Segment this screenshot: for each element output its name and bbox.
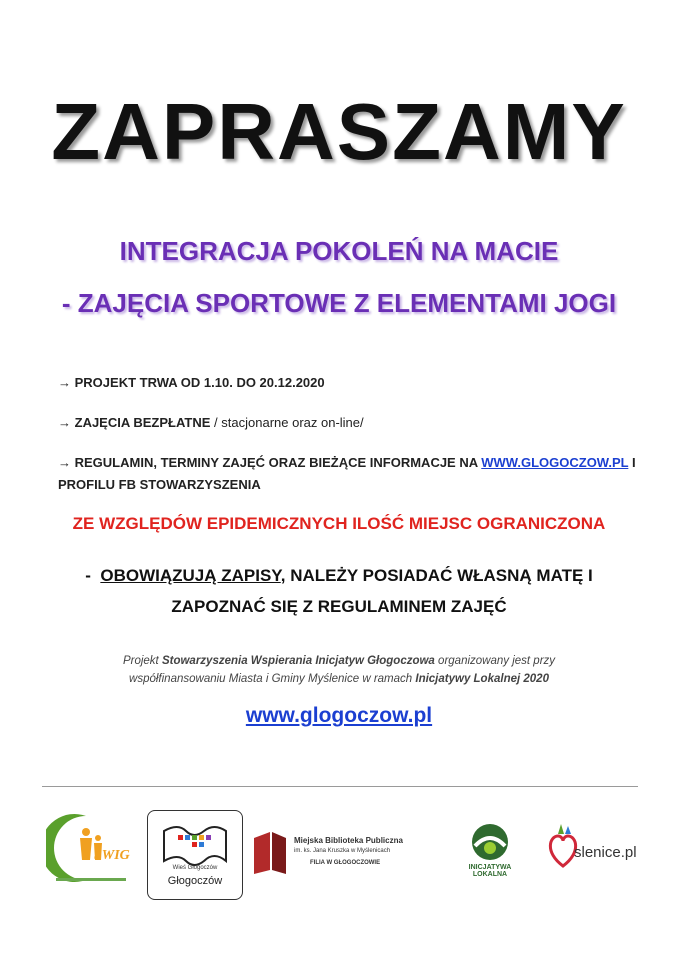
swig-logo [46, 808, 136, 888]
info-bullets [58, 372, 658, 514]
arrow-icon: → [58, 375, 71, 390]
bullet-free-plain: / stacjonarne oraz on-line/ [214, 415, 364, 430]
note-organization: Stowarzyszenia Wspierania Inicjatyw Głogoczowa [161, 655, 435, 667]
bullet-free [58, 412, 658, 434]
glogoczow-logo [147, 810, 243, 900]
bullet-rules-text: REGULAMIN, TERMINY ZAJĘĆ ORAZ BIEŻĄCE INFORMACJE NA [74, 455, 478, 470]
bullet-rules-end: I [631, 455, 636, 470]
inicjatywa-label: INICJATYWA LOKALNA [468, 864, 512, 878]
divider [42, 786, 638, 787]
glogoczow-emblem-icon [148, 811, 242, 871]
registration-requirements [0, 560, 678, 622]
myslenice-logo [548, 822, 648, 882]
glogoczow-small-label: Wieś Głogoczów [172, 865, 218, 871]
arrow-icon: → [58, 455, 71, 470]
note-text-1: Projekt [122, 655, 159, 667]
capacity-warning: ZE WZGLĘDÓW EPIDEMICZNYCH ILOŚĆ MIEJSC OGRANICZONA [72, 514, 606, 533]
website-link[interactable]: www.glogoczow.pl [245, 704, 433, 727]
glogoczow-label: Głogoczów [167, 875, 223, 887]
note-initiative: Inicjatywy Lokalnej 2020 [415, 673, 549, 685]
subtitle-line-2: - ZAJĘCIA SPORTOWE Z ELEMENTAMI JOGI [61, 288, 617, 318]
subtitle-line-1: INTEGRACJA POKOLEŃ NA MACIE [119, 236, 559, 266]
headline: ZAPRASZAMY [51, 87, 627, 176]
inicjatywa-emblem-icon [455, 820, 525, 864]
bullet-duration-text: PROJEKT TRWA OD 1.10. DO 20.12.2020 [74, 375, 325, 390]
bullet-rules [58, 452, 658, 496]
note-text-3: współfinansowaniu Miasta i Gminy Myślenice w ramach [129, 673, 413, 685]
req-dash: - [85, 566, 91, 585]
bullet-free-bold: ZAJĘCIA BEZPŁATNE [74, 415, 211, 430]
library-logo [250, 830, 440, 880]
library-name: Miejska Biblioteka Publiczna [294, 836, 403, 845]
note-text-2: organizowany jest przy [438, 655, 556, 667]
req-line2: ZAPOZNAĆ SIĘ Z REGULAMINEM ZAJĘĆ [171, 597, 507, 616]
inicjatywa-lokalna-logo [455, 820, 525, 884]
library-book-icon [250, 830, 290, 874]
library-patron: im. ks. Jana Kruszka w Myślenicach [294, 848, 391, 854]
funding-note [0, 652, 678, 688]
website-link-inline[interactable]: WWW.GLOGOCZOW.PL [481, 455, 629, 470]
arrow-icon: → [58, 415, 71, 430]
bullet-duration [58, 372, 658, 394]
req-underlined: OBOWIĄZUJĄ ZAPISY [100, 566, 281, 585]
req-rest: , NALEŻY POSIADAĆ WŁASNĄ MATĘ I [280, 566, 593, 585]
swig-label: SWIG [94, 848, 130, 863]
library-branch: FILIA W GŁOGOCZOWIE [310, 860, 381, 866]
bullet-rules-line2: PROFILU FB STOWARZYSZENIA [58, 477, 261, 492]
myslenice-label: slenice.pl [574, 844, 637, 861]
